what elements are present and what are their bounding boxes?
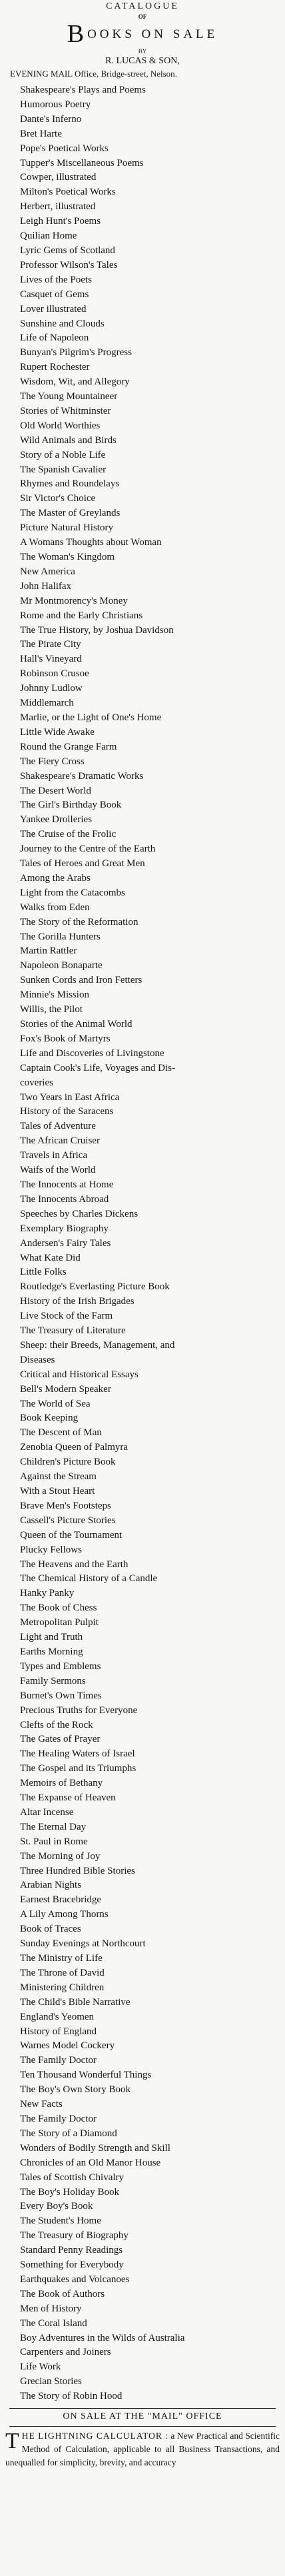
book-title-item: Bell's Modern Speaker [20, 1383, 111, 1395]
book-title-item: What Kate Did [20, 1252, 81, 1263]
book-title-item: Lyric Gems of Scotland [20, 245, 115, 256]
of-label: OF [138, 13, 147, 20]
book-title-item: A Lily Among Thorns [20, 1909, 109, 1920]
by-label: BY [138, 48, 147, 55]
book-title-item: Two Years in East Africa [20, 1091, 120, 1103]
book-title-item: History of the Irish Brigades [20, 1296, 135, 1307]
book-title-item: Captain Cook's Life, Voyages and Dis- [20, 1062, 175, 1073]
book-title-item: Shakespeare's Plays and Poems [20, 85, 146, 95]
book-title-item: The Girl's Birthday Book [20, 800, 122, 811]
section-divider [9, 2426, 276, 2427]
book-title-item: England's Yeomen [20, 2011, 95, 2022]
book-title-item: The Spanish Cavalier [20, 464, 107, 475]
book-title-item: Shakespeare's Dramatic Works [20, 770, 144, 782]
book-title-item: Zenobia Queen of Palmyra [20, 1442, 129, 1453]
book-title-item: Sir Victor's Choice [20, 493, 96, 504]
book-title-item: The Innocents Abroad [20, 1193, 109, 1205]
book-title-item: Lives of the Poets [20, 274, 92, 285]
book-title-item: Tales of Scottish Chivalry [20, 2172, 125, 2183]
book-title-item: The Boy's Holiday Book [20, 2186, 119, 2198]
book-title-item: Lover illustrated [20, 303, 87, 315]
book-title-item: New Facts [20, 2099, 63, 2110]
book-title-item: A Womans Thoughts about Woman [20, 537, 162, 548]
book-title-item: The Cruise of the Frolic [20, 829, 117, 840]
book-title-item: Queen of the Tournament [20, 1529, 123, 1541]
book-title-item: Pope's Poetical Works [20, 143, 109, 154]
book-title-item: Humorous Poetry [20, 99, 91, 110]
book-title-item: The Treasury of Biography [20, 2230, 129, 2242]
book-title-item: The Eternal Day [20, 1821, 87, 1832]
book-title-item: Light from the Catacombs [20, 887, 125, 898]
book-title-item: Something for Everybody [20, 2259, 124, 2271]
book-title-item: The Chemical History of a Candle [20, 1573, 158, 1585]
book-title-item: Arabian Nights [20, 1880, 82, 1891]
book-title-item: Middlemarch [20, 698, 74, 709]
book-title-item: Sunday Evenings at Northcourt [20, 1938, 146, 1950]
book-title-item: Journey to the Centre of the Earth [20, 844, 156, 855]
book-title-item: The African Cruiser [20, 1135, 100, 1147]
book-title-item: Every Boy's Book [20, 2201, 93, 2212]
book-title-item: Herbert, illustrated [20, 201, 96, 213]
book-title-item: The Desert World [20, 785, 91, 796]
book-title-list [5, 83, 280, 2404]
book-title-item: Round the Grange Farm [20, 741, 117, 752]
book-title-item: Wild Animals and Birds [20, 434, 117, 446]
books-title-initial: B [67, 20, 88, 48]
book-title-item: Sunshine and Clouds [20, 318, 105, 329]
book-title-item: The World of Sea [20, 1398, 91, 1409]
book-title-item: The Young Mountaineer [20, 391, 118, 402]
book-title-item: Chronicles of an Old Manor House [20, 2157, 161, 2168]
book-title-item: Old World Worthies [20, 420, 101, 431]
book-title-item: Life and Discoveries of Livingstone [20, 1047, 164, 1059]
book-title-item: Live Stock of the Farm [20, 1311, 113, 1322]
book-title-item: Earthquakes and Volcanoes [20, 2273, 130, 2285]
book-title-item: Travels in Africa [20, 1150, 88, 1161]
book-title-item: Little Folks [20, 1267, 67, 1278]
book-title-item: Metropolitan Pulpit [20, 1617, 99, 1628]
book-title-item: Walks from Eden [20, 902, 90, 913]
book-title-item: Hanky Panky [20, 1588, 75, 1599]
book-title-item: The Coral Island [20, 2317, 87, 2329]
book-title-item: Altar Incense [20, 1806, 74, 1818]
book-title-item: The Gates of Prayer [20, 1734, 101, 1745]
book-title-item: The Story of a Diamond [20, 2128, 117, 2139]
book-title-item: Light and Truth [20, 1632, 83, 1643]
book-title-item: The Fiery Cross [20, 756, 85, 767]
book-title-item: The Gospel and its Triumphs [20, 1763, 137, 1774]
book-title-item: The Family Doctor [20, 2055, 97, 2066]
lightning-calculator-advert [5, 2429, 280, 2469]
book-title-item: Family Sermons [20, 1675, 86, 1686]
book-title-item: St. Paul in Rome [20, 1836, 88, 1847]
book-title-item: Cowper, illustrated [20, 172, 97, 183]
book-title-item: The Morning of Joy [20, 1850, 101, 1862]
book-title-item: Rome and the Early Christians [20, 610, 143, 621]
advert-title: HE LIGHTNING CALCULATOR : [21, 2431, 168, 2441]
book-title-item: Boy Adventures in the Wilds of Australia [20, 2332, 185, 2343]
book-title-item: Picture Natural History [20, 522, 113, 534]
book-title-item: Robinson Crusoe [20, 668, 89, 680]
book-title-item: Memoirs of Bethany [20, 1778, 103, 1789]
book-title-item: Against the Stream [20, 1471, 97, 1483]
book-title-item: Three Hundred Bible Stories [20, 1865, 135, 1876]
book-title-item: Routledge's Everlasting Picture Book [20, 1281, 170, 1293]
book-title-item: Johnny Ludlow [20, 683, 83, 694]
publisher-name: R. LUCAS & SON, [105, 56, 180, 66]
book-title-item: The Treasury of Literature [20, 1325, 126, 1337]
book-title-item: Book Keeping [20, 1413, 79, 1424]
book-title-item: Speeches by Charles Dickens [20, 1208, 139, 1219]
book-title-item: Dante's Inferno [20, 113, 82, 125]
book-title-item: Carpenters and Joiners [20, 2347, 111, 2358]
book-title-item: Waifs of the World [20, 1165, 96, 1176]
book-title-item: Bret Harte [20, 128, 62, 139]
book-title-item: Stories of Whitminster [20, 405, 111, 416]
book-title-item: Critical and Historical Essays [20, 1369, 139, 1380]
book-title-item: Sunken Cords and Iron Fetters [20, 975, 142, 986]
book-title-item: History of England [20, 2026, 97, 2037]
book-title-item: The Boy's Own Story Book [20, 2084, 131, 2096]
book-title-item: Earnest Bracebridge [20, 1894, 102, 1906]
book-title-item: Yankee Drolleries [20, 814, 93, 826]
book-title-item: Standard Penny Readings [20, 2245, 123, 2256]
book-title-item: The Healing Waters of Israel [20, 1748, 135, 1760]
book-title-item: The Throne of David [20, 1967, 105, 1978]
book-title-item: Children's Picture Book [20, 1457, 116, 1468]
book-title-item: Exemplary Biography [20, 1223, 109, 1234]
book-title-item: Rhymes and Roundelays [20, 478, 120, 490]
on-sale-heading: ON SALE AT THE "MAIL" OFFICE [63, 2411, 222, 2422]
book-title-item: Ten Thousand Wonderful Things [20, 2070, 152, 2081]
book-title-item: The Ministry of Life [20, 1953, 103, 1964]
book-title-item: The Expanse of Heaven [20, 1792, 116, 1804]
book-title-item: Book of Traces [20, 1924, 81, 1935]
section-divider [9, 2408, 276, 2409]
book-title-item: The Student's Home [20, 2216, 101, 2227]
book-title-item: Hall's Vineyard [20, 654, 82, 665]
book-title-item: Warnes Model Cockery [20, 2040, 115, 2052]
book-title-item: The Descent of Man [20, 1427, 102, 1439]
book-title-item: Story of a Noble Life [20, 449, 106, 460]
book-title-item: Brave Men's Footsteps [20, 1500, 111, 1511]
book-title-item: The Pirate City [20, 639, 81, 650]
book-title-item: Minnie's Mission [20, 989, 89, 1001]
book-title-item: Burnet's Own Times [20, 1690, 102, 1701]
book-title-item: History of the Saracens [20, 1106, 114, 1117]
catalogue-heading: CATALOGUE [106, 1, 179, 11]
book-title-item: Diseases [20, 1354, 55, 1365]
book-title-item: Tupper's Miscellaneous Poems [20, 157, 144, 169]
book-title-item: Martin Rattler [20, 946, 77, 957]
advert-dropcap: T [5, 2429, 19, 2454]
book-title-item: Napoleon Bonaparte [20, 960, 103, 971]
advert-body: a New Practical and Scientific Method of Calculation, applicable to all Business Transactions, and unequalled for simplicity, brevity, and accuracy [5, 2431, 280, 2468]
book-title-item: Milton's Poetical Works [20, 187, 116, 198]
book-title-item: The Book of Authors [20, 2288, 105, 2299]
book-title-item: Types and Emblems [20, 1660, 101, 1672]
book-title-item: Willis, the Pilot [20, 1004, 83, 1015]
book-title-item: The Heavens and the Earth [20, 1559, 129, 1570]
book-title-item: The Story of the Reformation [20, 916, 139, 928]
book-title-item: The Master of Greylands [20, 508, 121, 519]
book-title-item: The Innocents at Home [20, 1179, 114, 1190]
book-title-item: Clefts of the Rock [20, 1719, 93, 1730]
book-title-item: With a Stout Heart [20, 1486, 95, 1497]
book-title-item: Life of Napoleon [20, 332, 89, 344]
book-title-item: coveries [20, 1077, 53, 1088]
book-title-item: The Book of Chess [20, 1603, 97, 1614]
book-title-item: Tales of Adventure [20, 1121, 96, 1132]
book-title-item: Men of History [20, 2303, 82, 2314]
book-title-item: Cassell's Picture Stories [20, 1515, 116, 1526]
book-title-item: Bunyan's Pilgrim's Progress [20, 347, 132, 358]
book-title-item: Wisdom, Wit, and Allegory [20, 376, 130, 388]
book-title-item: Tales of Heroes and Great Men [20, 858, 145, 870]
book-title-item: Mr Montmorency's Money [20, 595, 128, 606]
book-title-item: Among the Arabs [20, 872, 91, 884]
book-title-item: Plucky Fellows [20, 1544, 82, 1555]
book-title-item: Life Work [20, 2361, 61, 2373]
book-title-item: New America [20, 566, 75, 577]
books-title-rest: OOKS ON SALE [87, 27, 218, 41]
book-title-item: Andersen's Fairy Tales [20, 1237, 111, 1249]
book-title-item: John Halifax [20, 580, 72, 592]
book-title-item: The Gorilla Hunters [20, 931, 101, 942]
book-title-item: Sheep: their Breeds, Management, and [20, 1339, 175, 1351]
book-title-item: The Story of Robin Hood [20, 2391, 123, 2402]
book-title-item: Stories of the Animal World [20, 1019, 133, 1029]
books-on-sale-title [5, 21, 280, 47]
book-title-item: Rupert Rochester [20, 362, 90, 373]
book-title-item: The Woman's Kingdom [20, 552, 115, 562]
book-title-item: Precious Truths for Everyone [20, 1704, 138, 1716]
book-title-item: The Family Doctor [20, 2113, 97, 2124]
book-title-item: Professor Wilson's Tales [20, 259, 118, 271]
book-title-item: Wonders of Bodily Strength and Skill [20, 2142, 170, 2154]
book-title-item: Leigh Hunt's Poems [20, 216, 101, 227]
publisher-address: EVENING MAIL Office, Bridge-street, Nelson. [10, 69, 177, 79]
book-title-item: Quilian Home [20, 231, 77, 242]
book-title-item: The Child's Bible Narrative [20, 1996, 131, 2008]
book-title-item: Little Wide Awake [20, 726, 95, 738]
book-title-item: Grecian Stories [20, 2376, 82, 2387]
book-title-item: Marlie, or the Light of One's Home [20, 712, 162, 723]
book-title-item: Casquet of Gems [20, 289, 89, 300]
book-title-item: Earths Morning [20, 1646, 83, 1657]
book-title-item: The True History, by Joshua Davidson [20, 624, 174, 636]
book-title-item: Fox's Book of Martyrs [20, 1033, 111, 1044]
book-title-item: Ministering Children [20, 1982, 105, 1993]
